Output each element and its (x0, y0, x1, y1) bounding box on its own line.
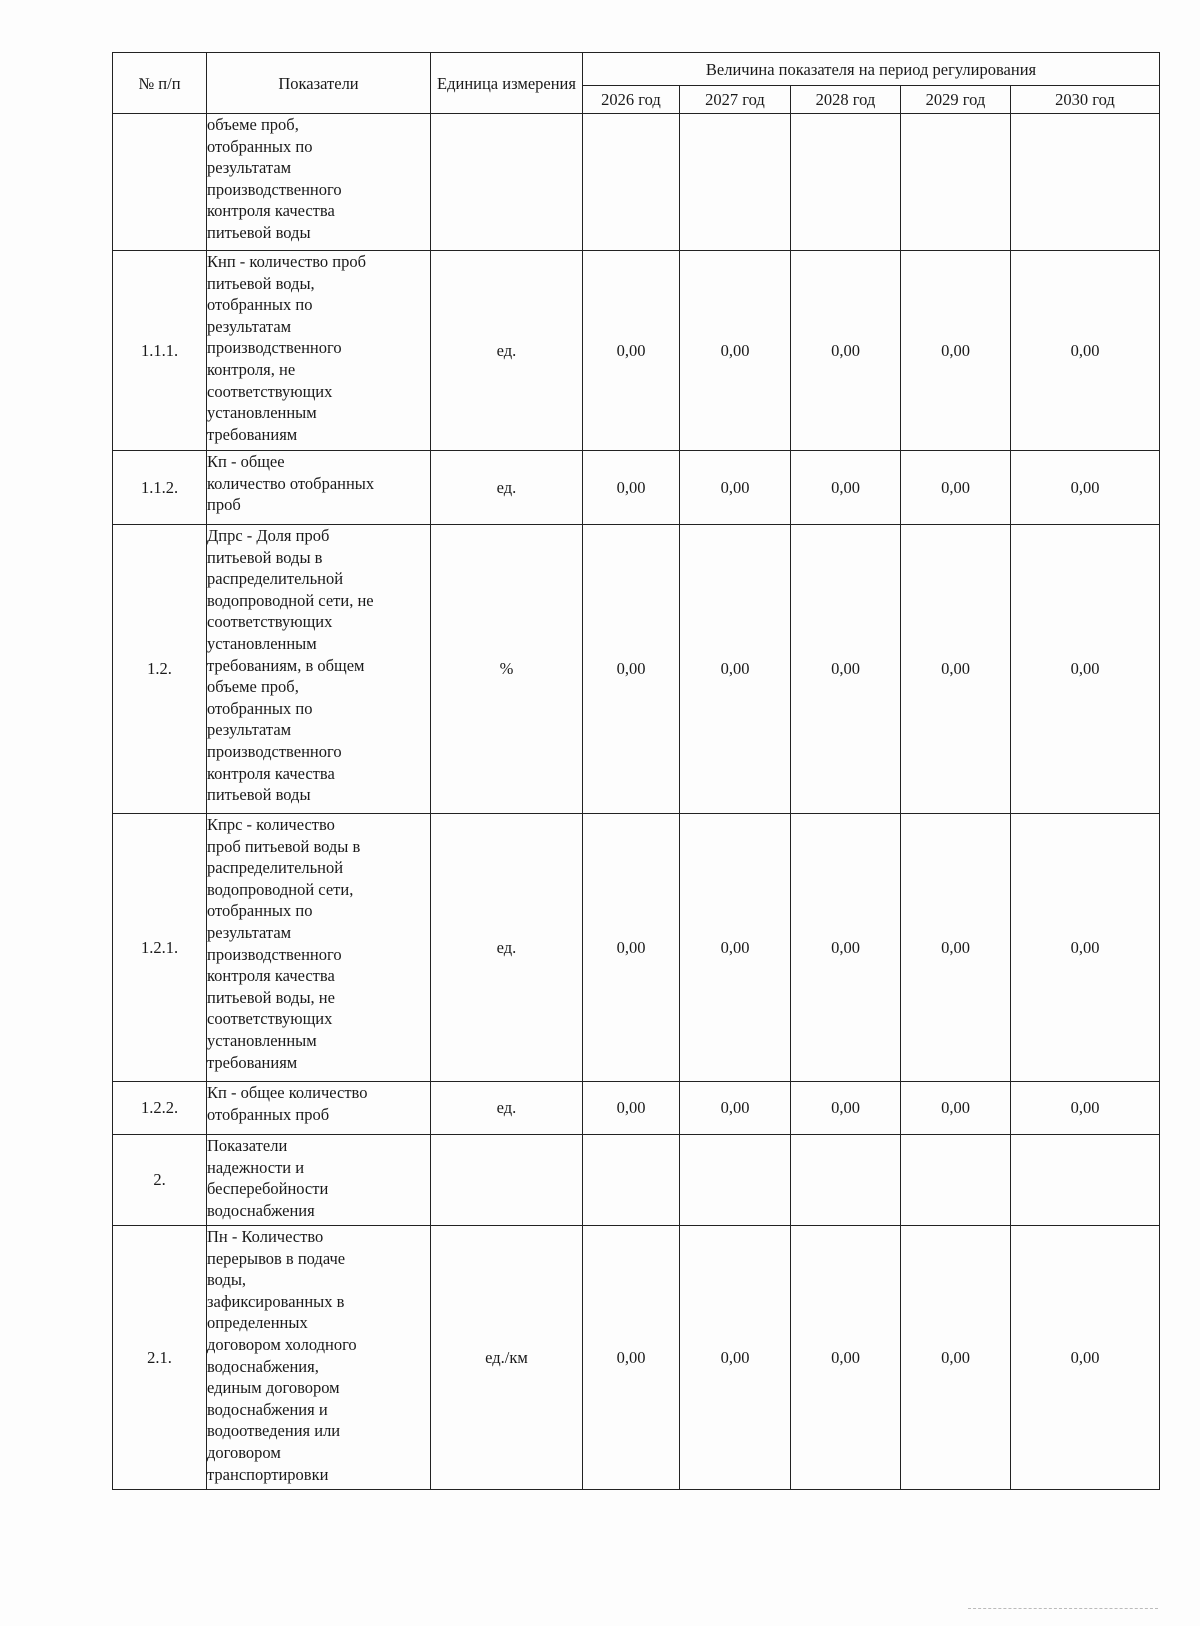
indicator-line: соответствующих (207, 381, 333, 401)
value-cell: 0,00 (791, 251, 901, 451)
indicator-line: распределительной (207, 569, 344, 589)
indicator-text (207, 814, 431, 1082)
value-cell (901, 1135, 1011, 1226)
indicator-line: соответствующих (207, 612, 333, 632)
indicator-line: контроля, не (207, 359, 296, 379)
indicator-line: договором холодного (207, 1334, 357, 1354)
indicator-line: отобранных по (207, 295, 313, 315)
footer-line (968, 1608, 1158, 1609)
indicator-line: единым договором (207, 1378, 340, 1398)
value-cell (583, 114, 680, 251)
indicator-line: определенных (207, 1313, 308, 1333)
indicator-text (207, 251, 431, 451)
value-cell: 0,00 (1011, 251, 1160, 451)
indicator-line: Дпрс - Доля проб (207, 526, 330, 545)
indicator-line: требованиям, в общем (207, 655, 365, 675)
value-cell: 0,00 (583, 814, 680, 1082)
indicator-line: результатам (207, 158, 292, 178)
indicator-line: водоснабжения (207, 1200, 315, 1220)
value-cell: 0,00 (680, 251, 791, 451)
indicator-line: установленным (207, 633, 317, 653)
header-period: Величина показателя на период регулирования (583, 53, 1160, 86)
value-cell: 0,00 (583, 1226, 680, 1490)
indicator-line: количество отобранных (207, 473, 375, 493)
indicator-line: объеме проб, (207, 677, 299, 697)
indicator-line: питьевой воды (207, 785, 311, 805)
indicator-line: результатам (207, 720, 292, 740)
table-row (113, 114, 1160, 251)
value-cell: 0,00 (791, 1226, 901, 1490)
indicator-line: производственного (207, 179, 342, 199)
indicator-line: водоотведения или (207, 1421, 341, 1441)
value-cell: 0,00 (680, 814, 791, 1082)
value-cell (791, 1135, 901, 1226)
value-cell (791, 114, 901, 251)
indicator-text (207, 114, 431, 251)
indicator-line: объеме проб, (207, 115, 299, 134)
value-cell: 0,00 (901, 525, 1011, 814)
value-cell: 0,00 (791, 525, 901, 814)
value-cell: 0,00 (1011, 1082, 1160, 1135)
value-cell: 0,00 (1011, 1226, 1160, 1490)
header-number: № п/п (113, 53, 207, 114)
value-cell: 0,00 (583, 251, 680, 451)
header-year: 2028 год (791, 86, 901, 114)
indicator-line: питьевой воды, (207, 273, 315, 293)
indicator-line: Кп - общее количество (207, 1083, 368, 1102)
value-cell: 0,00 (1011, 451, 1160, 525)
value-cell: 0,00 (680, 1082, 791, 1135)
value-cell: 0,00 (901, 451, 1011, 525)
row-number: 1.1.2. (113, 451, 207, 525)
value-cell: 0,00 (583, 451, 680, 525)
value-cell (680, 1135, 791, 1226)
value-cell: 0,00 (680, 525, 791, 814)
indicator-line: Кпрс - количество (207, 815, 335, 834)
value-cell (583, 1135, 680, 1226)
header-year: 2026 год (583, 86, 680, 114)
value-cell (1011, 114, 1160, 251)
unit-cell: % (431, 525, 583, 814)
unit-cell: ед./км (431, 1226, 583, 1490)
indicator-line: водоснабжения и (207, 1399, 328, 1419)
value-cell (680, 114, 791, 251)
value-cell: 0,00 (791, 814, 901, 1082)
indicator-line: контроля качества (207, 966, 335, 986)
indicator-text (207, 1135, 431, 1226)
indicator-text (207, 525, 431, 814)
table-row (113, 1135, 1160, 1226)
indicator-line: отобранных по (207, 136, 313, 156)
indicator-line: контроля качества (207, 763, 335, 783)
value-cell: 0,00 (680, 1226, 791, 1490)
value-cell: 0,00 (901, 814, 1011, 1082)
indicator-line: Показатели (207, 1136, 288, 1155)
indicator-line: воды, (207, 1270, 247, 1290)
indicator-line: проб питьевой воды в (207, 836, 361, 856)
indicator-line: результатам (207, 922, 292, 942)
header-year: 2027 год (680, 86, 791, 114)
header-indicator: Показатели (207, 53, 431, 114)
table-row (113, 814, 1160, 1082)
unit-cell: ед. (431, 814, 583, 1082)
indicator-line: водоснабжения, (207, 1356, 319, 1376)
indicator-line: питьевой воды в (207, 547, 323, 567)
indicator-line: отобранных проб (207, 1104, 330, 1124)
indicator-line: питьевой воды, не (207, 987, 335, 1007)
value-cell: 0,00 (583, 525, 680, 814)
header-unit: Единица измерения (431, 53, 583, 114)
row-number: 2.1. (113, 1226, 207, 1490)
value-cell: 0,00 (1011, 814, 1160, 1082)
indicator-line: договором (207, 1442, 281, 1462)
indicator-line: производственного (207, 338, 342, 358)
header-year: 2029 год (901, 86, 1011, 114)
value-cell: 0,00 (791, 1082, 901, 1135)
unit-cell: ед. (431, 251, 583, 451)
table-row (113, 1082, 1160, 1135)
indicator-text (207, 1226, 431, 1490)
indicator-line: водопроводной сети, (207, 879, 354, 899)
indicator-line: производственного (207, 741, 342, 761)
unit-cell (431, 114, 583, 251)
unit-cell (431, 1135, 583, 1226)
value-cell: 0,00 (901, 1226, 1011, 1490)
value-cell: 0,00 (680, 451, 791, 525)
table-body (113, 114, 1160, 1490)
indicator-line: транспортировки (207, 1464, 329, 1484)
indicator-line: Кнп - количество проб (207, 252, 367, 271)
indicator-line: контроля качества (207, 201, 335, 221)
indicator-line: распределительной (207, 858, 344, 878)
indicator-line: водопроводной сети, не (207, 590, 374, 610)
indicator-line: отобранных по (207, 901, 313, 921)
header-year: 2030 год (1011, 86, 1160, 114)
value-cell: 0,00 (901, 1082, 1011, 1135)
indicator-line: отобранных по (207, 698, 313, 718)
value-cell (1011, 1135, 1160, 1226)
table-row (113, 1226, 1160, 1490)
value-cell: 0,00 (791, 451, 901, 525)
indicator-line: Пн - Количество (207, 1227, 324, 1246)
indicator-line: соответствующих (207, 1009, 333, 1029)
indicator-line: Кп - общее (207, 452, 285, 471)
indicator-line: перерывов в подаче (207, 1248, 346, 1268)
indicator-text (207, 451, 431, 525)
row-number: 1.2.2. (113, 1082, 207, 1135)
unit-cell: ед. (431, 451, 583, 525)
row-number (113, 114, 207, 251)
unit-cell: ед. (431, 1082, 583, 1135)
indicator-line: требованиям (207, 424, 298, 444)
indicator-text (207, 1082, 431, 1135)
value-cell: 0,00 (901, 251, 1011, 451)
value-cell: 0,00 (1011, 525, 1160, 814)
row-number: 1.1.1. (113, 251, 207, 451)
indicator-line: требованиям (207, 1052, 298, 1072)
indicator-line: установленным (207, 403, 317, 423)
row-number: 1.2.1. (113, 814, 207, 1082)
value-cell: 0,00 (583, 1082, 680, 1135)
table-row (113, 525, 1160, 814)
indicator-line: зафиксированных в (207, 1291, 345, 1311)
table-row (113, 251, 1160, 451)
indicator-line: установленным (207, 1030, 317, 1050)
table-row (113, 451, 1160, 525)
value-cell (901, 114, 1011, 251)
indicator-line: надежности и (207, 1157, 305, 1177)
indicators-table (112, 52, 1160, 1490)
row-number: 1.2. (113, 525, 207, 814)
indicator-line: питьевой воды (207, 222, 311, 242)
indicator-line: проб (207, 495, 241, 515)
indicator-line: бесперебойности (207, 1179, 329, 1199)
indicator-line: производственного (207, 944, 342, 964)
indicator-line: результатам (207, 316, 292, 336)
row-number: 2. (113, 1135, 207, 1226)
